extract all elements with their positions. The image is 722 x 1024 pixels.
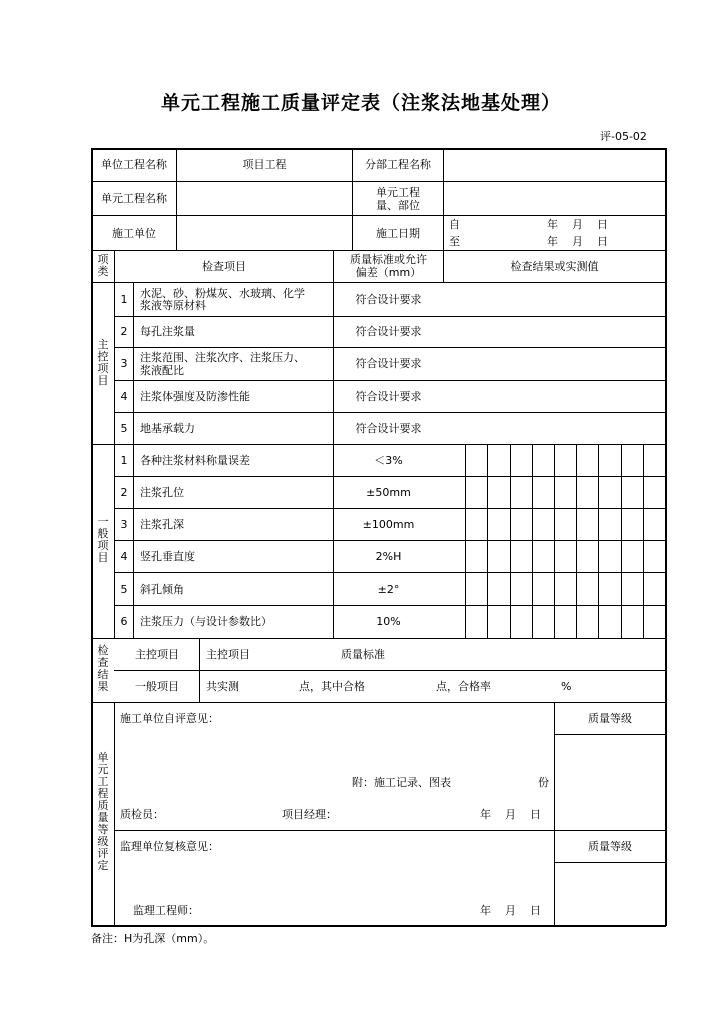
main-item-name-cont: 浆液等原材料 — [140, 299, 206, 312]
date-to-day: 日 — [597, 235, 608, 248]
check-percent: % — [561, 680, 572, 693]
main-item-standard: 符合设计要求 — [355, 422, 422, 435]
date-from-year: 年 — [547, 218, 558, 231]
main-item-standard: 符合设计要求 — [355, 325, 422, 338]
unit-project-label: 单位工程名称 — [101, 158, 167, 171]
sub-project-value[interactable] — [448, 158, 658, 172]
engineer-label: 监理工程师： — [133, 904, 199, 917]
attachment-label: 附：施工记录、图表 — [352, 776, 451, 789]
main-item-no: 4 — [120, 390, 128, 403]
construction-date-label: 施工日期 — [376, 227, 420, 240]
contractor-sign-year: 年 — [480, 808, 491, 821]
general-item-standard: 2%H — [375, 550, 402, 563]
general-item-standard: ＜3% — [374, 454, 403, 467]
measure-cell-divider — [465, 444, 466, 638]
measure-cell-divider — [598, 444, 599, 638]
contractor-value[interactable] — [181, 227, 346, 241]
assessment-category: 单元工程质量等级评定 — [97, 751, 109, 872]
main-item-no: 1 — [120, 293, 128, 306]
column-category: 项类 — [97, 253, 109, 278]
column-item: 检查项目 — [202, 260, 246, 273]
element-name-value[interactable] — [181, 192, 346, 206]
general-items-category: 一般项目 — [97, 515, 109, 564]
check-main-text: 主控项目 — [206, 648, 250, 661]
general-item-name: 注浆孔位 — [140, 486, 184, 499]
main-item-standard: 符合设计要求 — [355, 357, 422, 370]
check-points-pass: 点，其中合格 — [299, 680, 365, 693]
footnote: 备注：H为孔深（mm）。 — [91, 932, 215, 945]
general-item-no: 1 — [120, 454, 128, 467]
main-items-category: 主控项目 — [97, 338, 109, 387]
check-points-rate: 点，合格率 — [436, 680, 491, 693]
contractor-sign-month: 月 — [505, 808, 516, 821]
main-item-name-cont: 浆液配比 — [140, 364, 184, 377]
general-item-standard: ±2° — [377, 583, 400, 596]
main-item-name: 水泥、砂、粉煤灰、水玻璃、化学 — [140, 287, 305, 300]
measure-cell-divider — [643, 444, 644, 638]
check-measured: 共实测 — [206, 680, 239, 693]
general-item-no: 3 — [120, 518, 128, 531]
form-title: 单元工程施工质量评定表（注浆法地基处理） — [160, 92, 561, 114]
column-standard-2: 偏差（mm） — [355, 266, 422, 279]
form-code: 评-05-02 — [600, 130, 647, 143]
main-item-no: 5 — [120, 422, 128, 435]
main-item-name: 注浆范围、注浆次序、注浆压力、 — [140, 351, 305, 364]
main-item-name: 注浆体强度及防渗性能 — [140, 390, 250, 403]
general-item-standard: 10% — [376, 615, 401, 628]
main-item-no: 2 — [120, 325, 128, 338]
date-to-year: 年 — [547, 235, 558, 248]
supervisor-sign-year: 年 — [480, 904, 491, 917]
general-item-name: 竖孔垂直度 — [140, 550, 195, 563]
main-item-name: 地基承载力 — [140, 422, 195, 435]
general-item-name: 各种注浆材料称量误差 — [140, 454, 250, 467]
date-from-day: 日 — [597, 218, 608, 231]
element-qty-value[interactable] — [448, 192, 658, 206]
supervisor-sign-day: 日 — [530, 904, 541, 917]
supervisor-opinion-label: 监理单位复核意见： — [120, 840, 219, 853]
unit-project-value[interactable]: 项目工程 — [242, 158, 287, 171]
check-result-category: 检查结果 — [97, 644, 109, 693]
general-item-no: 2 — [120, 486, 128, 499]
general-item-standard: ±100mm — [362, 518, 415, 531]
general-item-standard: ±50mm — [366, 486, 411, 499]
measure-cell-divider — [510, 444, 511, 638]
main-item-name: 每孔注浆量 — [140, 325, 195, 338]
general-item-name: 斜孔倾角 — [140, 583, 184, 596]
element-qty-label-2: 量、部位 — [376, 199, 420, 212]
general-item-no: 4 — [120, 550, 128, 563]
column-standard-1: 质量标准或允许 — [350, 253, 427, 266]
date-to-label: 至 — [449, 235, 460, 248]
date-from-month: 月 — [572, 218, 583, 231]
contractor-opinion-label: 施工单位自评意见： — [120, 712, 219, 725]
contractor-sign-day: 日 — [530, 808, 541, 821]
element-qty-label-1: 单元工程 — [376, 186, 420, 199]
supervisor-sign-month: 月 — [505, 904, 516, 917]
inspector-label: 质检员： — [120, 808, 164, 821]
contractor-label: 施工单位 — [112, 227, 156, 240]
sub-project-label: 分部工程名称 — [365, 158, 431, 171]
measure-cell-divider — [554, 444, 555, 638]
column-result: 检查结果或实测值 — [510, 260, 599, 273]
supervisor-grade-label: 质量等级 — [588, 840, 632, 853]
main-item-standard: 符合设计要求 — [355, 293, 422, 306]
check-general-label: 一般项目 — [135, 680, 179, 693]
manager-label: 项目经理： — [282, 808, 337, 821]
contractor-grade-label: 质量等级 — [588, 712, 632, 725]
check-main-label: 主控项目 — [135, 648, 179, 661]
general-item-name: 注浆孔深 — [140, 518, 184, 531]
measure-cell-divider — [532, 444, 533, 638]
measure-cell-divider — [487, 444, 488, 638]
element-name-label: 单元工程名称 — [101, 192, 167, 205]
check-main-std: 质量标准 — [341, 648, 385, 661]
general-item-no: 6 — [120, 615, 128, 628]
date-from-label: 自 — [449, 218, 460, 231]
general-item-name: 注浆压力（与设计参数比） — [140, 615, 272, 628]
general-item-no: 5 — [120, 583, 128, 596]
measure-cell-divider — [621, 444, 622, 638]
main-item-standard: 符合设计要求 — [355, 390, 422, 403]
measure-cell-divider — [576, 444, 577, 638]
copies-label: 份 — [538, 776, 549, 789]
main-item-no: 3 — [120, 357, 128, 370]
date-to-month: 月 — [572, 235, 583, 248]
